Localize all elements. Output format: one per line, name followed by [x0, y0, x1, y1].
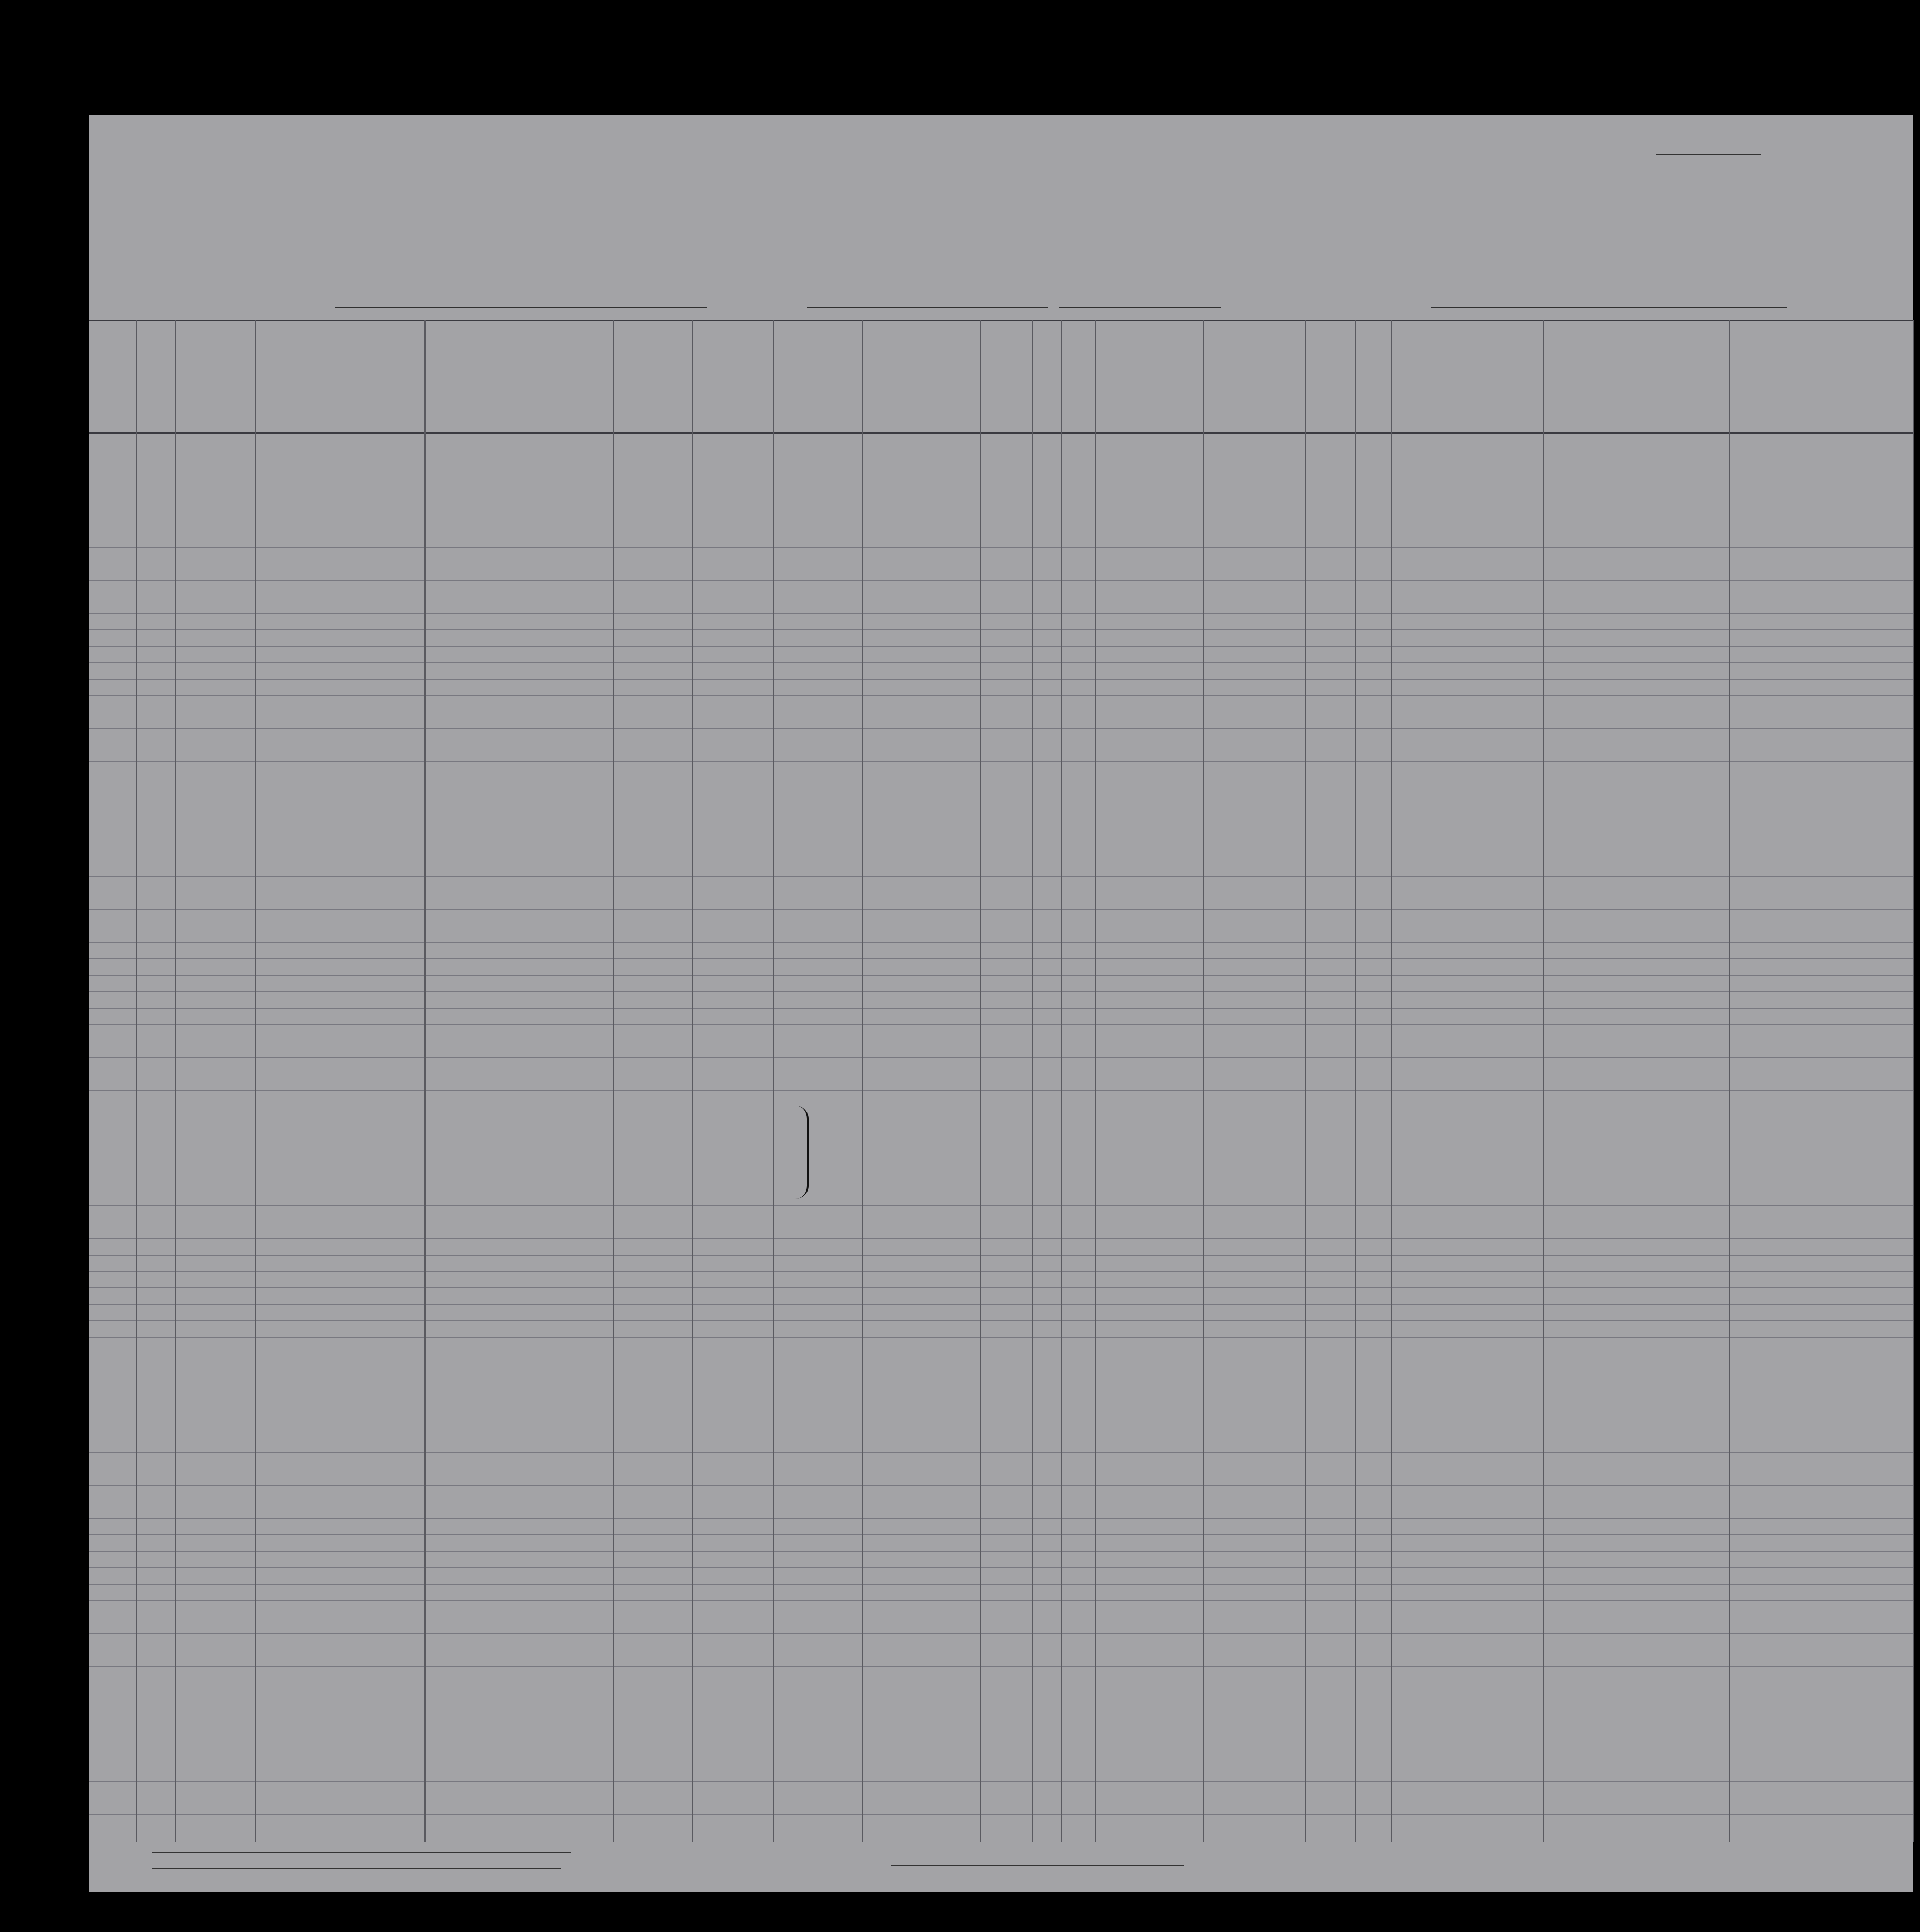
ruled-line: [89, 975, 1913, 976]
ruled-line: [89, 1090, 1913, 1091]
ruled-line: [89, 679, 1913, 680]
ruled-line: [89, 1238, 1913, 1239]
ruled-line: [89, 1567, 1913, 1568]
column-divider: [1061, 320, 1062, 1842]
ruled-line: [89, 1205, 1913, 1206]
column-divider: [136, 320, 137, 1842]
ruled-line: [89, 1320, 1913, 1321]
ruled-line: [89, 1781, 1913, 1782]
ruled-line: [89, 991, 1913, 992]
ruled-line: [89, 1633, 1913, 1634]
ruled-line: [89, 662, 1913, 663]
column-divider: [1391, 320, 1392, 1842]
ruled-line: [89, 1534, 1913, 1535]
detained-bracket: [795, 1106, 809, 1199]
column-divider: [1543, 320, 1544, 1842]
ruled-line: [89, 1452, 1913, 1453]
ruled-line: [89, 1255, 1913, 1256]
ruled-line: [89, 728, 1913, 729]
ruled-line: [89, 1304, 1913, 1305]
column-divider: [1203, 320, 1204, 1842]
ruled-line: [89, 1584, 1913, 1585]
ruled-line: [89, 1287, 1913, 1288]
column-divider: [980, 320, 981, 1842]
column-divider: [692, 320, 693, 1842]
ruled-line: [89, 580, 1913, 581]
vessel-line: [89, 278, 1913, 309]
column-divider: [1305, 320, 1306, 1842]
ruled-line: [89, 1600, 1913, 1601]
column-divider: [862, 320, 863, 1842]
footer: [89, 1844, 1913, 1892]
column-divider: [255, 320, 256, 1842]
ruled-line: [89, 876, 1913, 877]
ruled-line: [89, 1008, 1913, 1009]
ruled-line: [89, 629, 1913, 630]
sheet-number-field: [1656, 144, 1761, 158]
ruled-line: [89, 1485, 1913, 1486]
ruled-line: [89, 695, 1913, 696]
ruled-line: [89, 1666, 1913, 1667]
ruled-line: [89, 1337, 1913, 1338]
ruled-line: [89, 547, 1913, 548]
ruled-line: [89, 942, 1913, 943]
column-divider: [424, 320, 426, 1842]
column-divider: [1729, 320, 1730, 1842]
ruled-line: [89, 1518, 1913, 1519]
ruled-line: [89, 1057, 1913, 1058]
ruled-line: [89, 1551, 1913, 1552]
inspector-field: [891, 1865, 1184, 1866]
column-divider: [613, 320, 614, 1842]
ruled-line: [89, 1024, 1913, 1025]
manifest-sheet: [89, 115, 1913, 1892]
column-divider: [175, 320, 176, 1842]
ruled-line: [89, 613, 1913, 614]
ruled-line: [89, 761, 1913, 762]
column-divider: [1355, 320, 1356, 1842]
ruled-line: [89, 1814, 1913, 1815]
column-divider: [1095, 320, 1096, 1842]
column-divider: [1913, 320, 1914, 1842]
ruled-line: [89, 646, 1913, 647]
agents-field: [152, 1876, 550, 1887]
column-divider: [1032, 320, 1033, 1842]
ruled-line: [89, 909, 1913, 910]
ruled-line: [89, 958, 1913, 959]
ruled-line: [89, 1271, 1913, 1272]
line-field: [152, 1844, 571, 1855]
column-divider: [773, 320, 774, 1842]
owners-field: [152, 1860, 561, 1871]
